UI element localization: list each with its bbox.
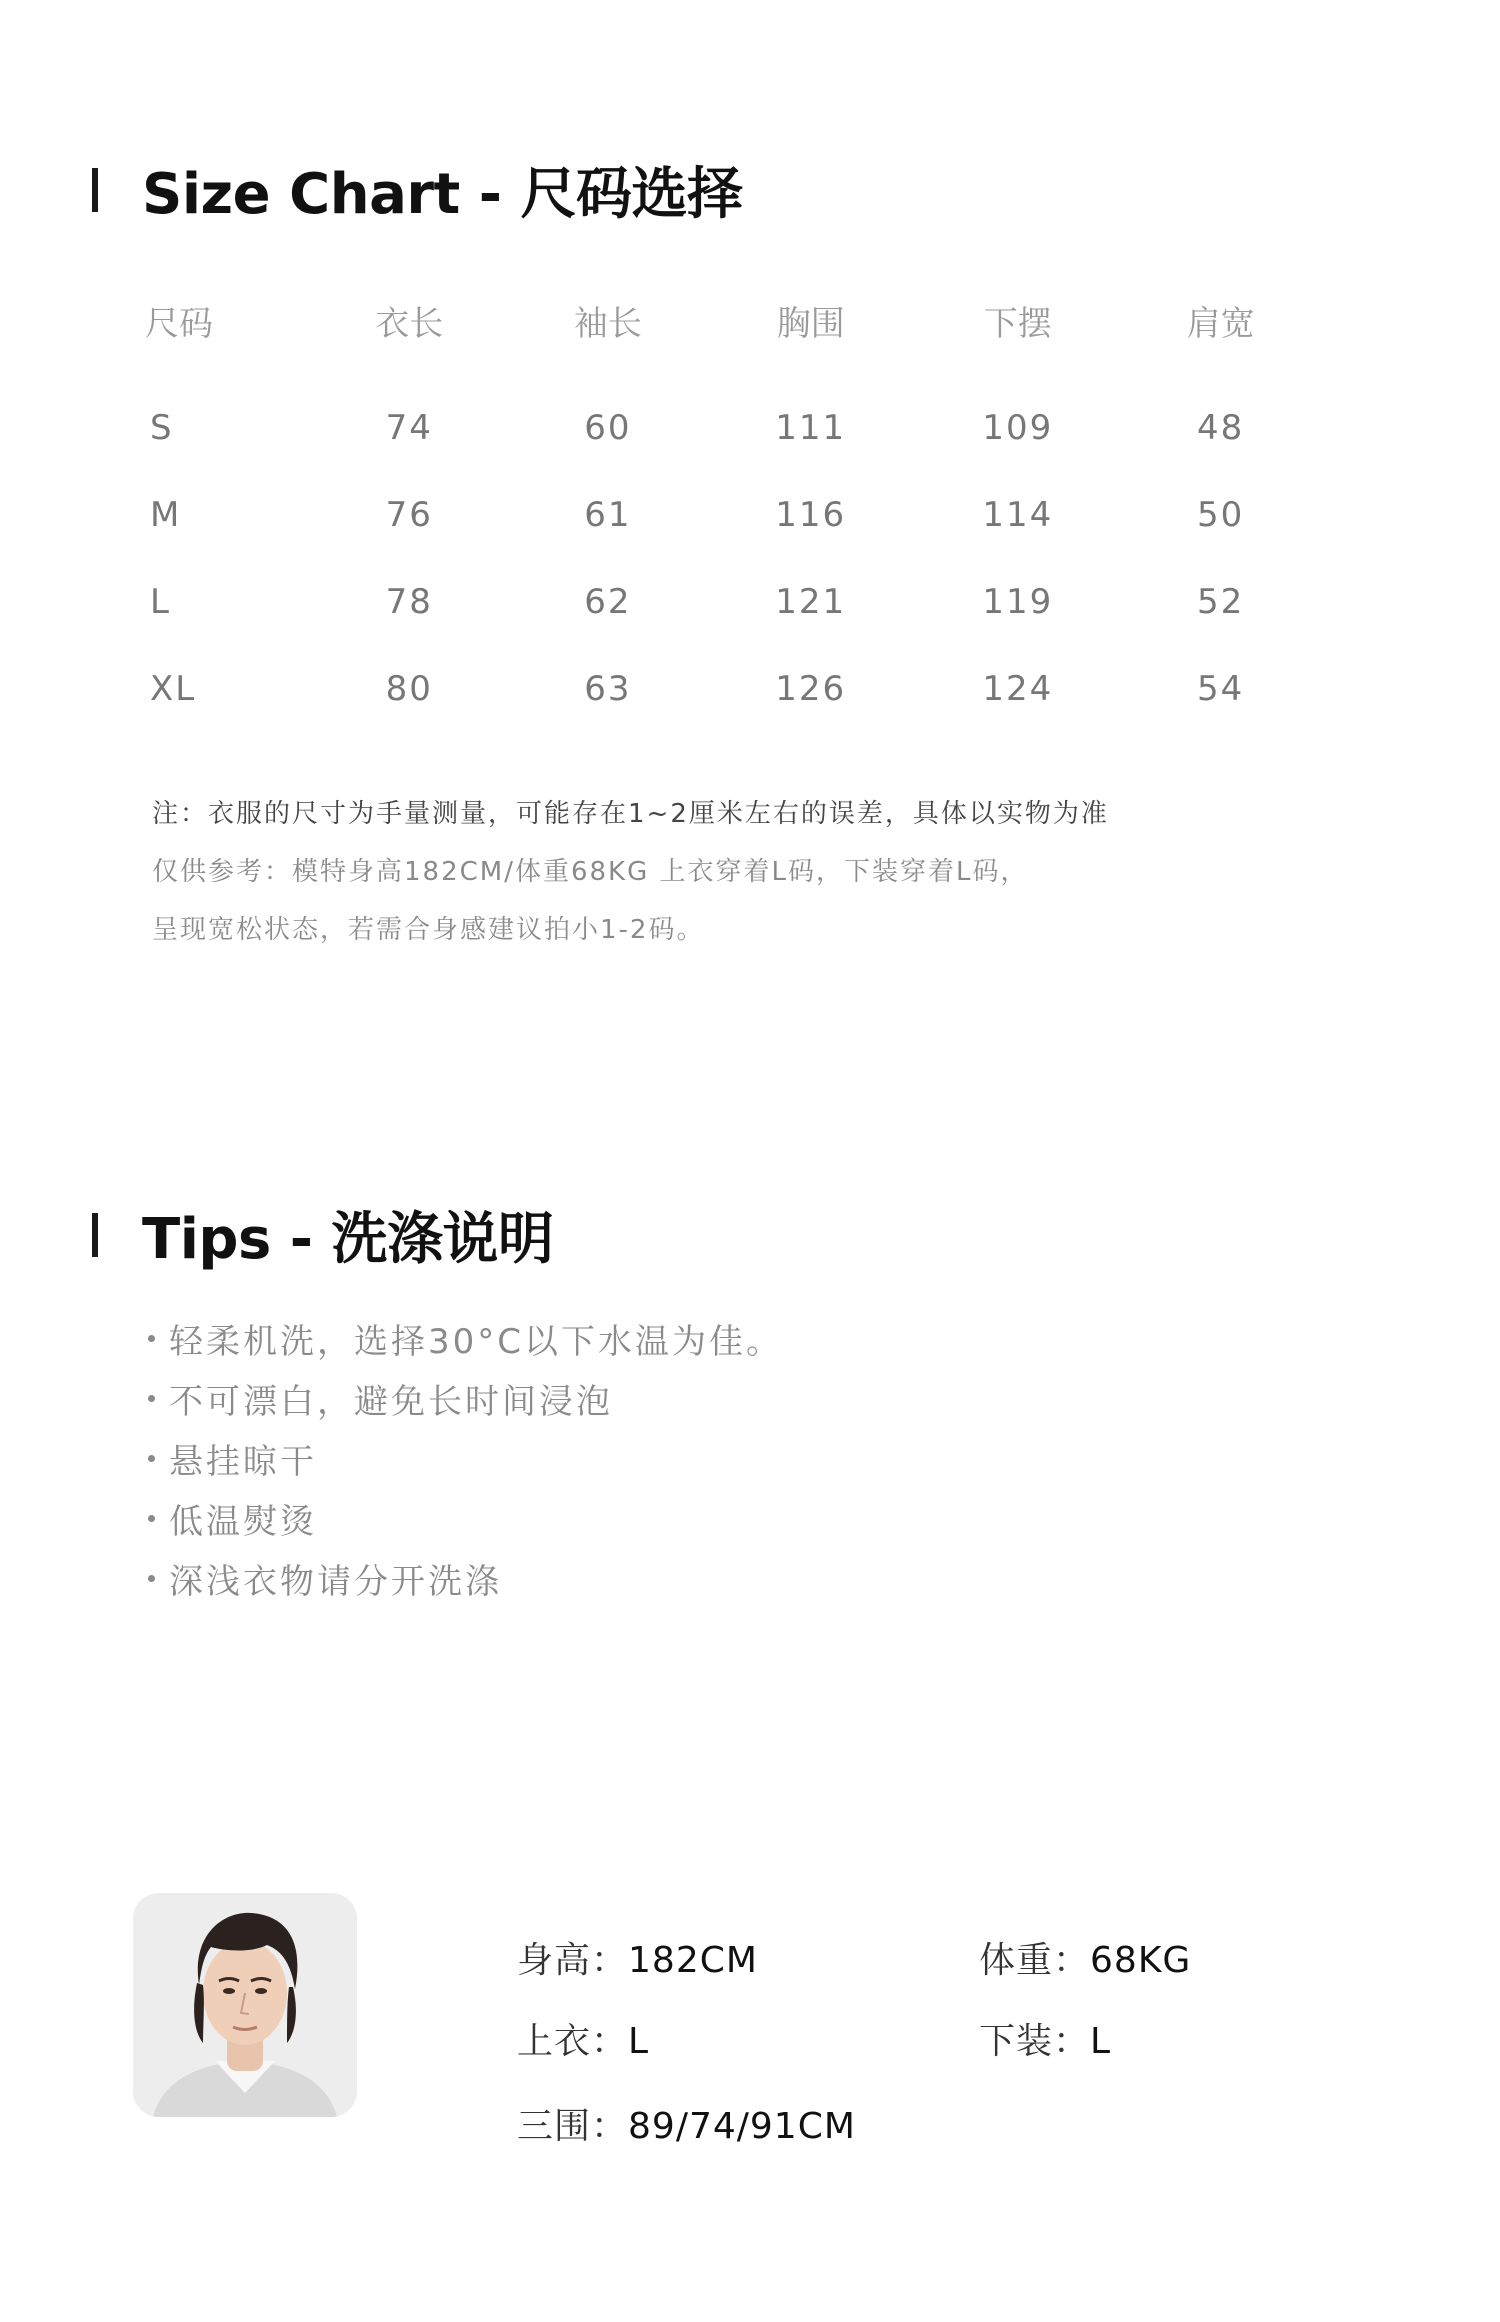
tip-text: 深浅衣物请分开洗涤 bbox=[169, 1561, 502, 1602]
table-row bbox=[100, 471, 1320, 558]
table-cell: 76 bbox=[385, 494, 433, 535]
table-cell: 78 bbox=[385, 581, 433, 622]
tip-text: 悬挂晾干 bbox=[169, 1441, 317, 1482]
bottom-label: 下装： bbox=[979, 2021, 1091, 2062]
list-item bbox=[148, 1308, 783, 1368]
model-photo bbox=[133, 1893, 357, 2117]
tips-title-text: Tips - 洗涤说明 bbox=[142, 1207, 554, 1272]
table-cell: L bbox=[150, 581, 171, 622]
table-cell: 60 bbox=[584, 407, 632, 448]
model-reference-note: 仅供参考：模特身高182CM/体重68KG 上衣穿着L码，下装穿着L码， bbox=[152, 857, 1029, 887]
tip-text: 低温熨烫 bbox=[169, 1501, 317, 1542]
top-value: L bbox=[628, 2021, 650, 2062]
header-size: 尺码 bbox=[145, 303, 213, 344]
header-hem: 下摆 bbox=[983, 303, 1052, 344]
size-notes bbox=[152, 785, 1352, 959]
height-value: 182CM bbox=[628, 1940, 758, 1981]
size-table bbox=[100, 280, 1320, 732]
table-cell: 80 bbox=[385, 668, 433, 709]
measurement-note: 注：衣服的尺寸为手量测量，可能存在1~2厘米左右的误差，具体以实物为准 bbox=[152, 799, 1109, 829]
table-row bbox=[100, 645, 1320, 732]
measurements-value: 89/74/91CM bbox=[628, 2106, 856, 2147]
bullet-icon bbox=[148, 1515, 155, 1522]
model-measurements bbox=[517, 2098, 856, 2149]
table-cell: XL bbox=[150, 668, 197, 709]
table-row bbox=[100, 384, 1320, 471]
size-chart-title bbox=[92, 150, 742, 230]
bullet-icon bbox=[148, 1395, 155, 1402]
table-cell: S bbox=[150, 407, 174, 448]
table-cell: 61 bbox=[584, 494, 632, 535]
model-height bbox=[517, 1932, 758, 1983]
table-cell: 48 bbox=[1197, 407, 1245, 448]
list-item bbox=[148, 1548, 783, 1608]
table-cell: 63 bbox=[584, 668, 632, 709]
model-bottom-size bbox=[979, 2013, 1111, 2064]
table-cell: 74 bbox=[385, 407, 433, 448]
table-cell: 111 bbox=[775, 407, 847, 448]
tip-text: 不可漂白，避免长时间浸泡 bbox=[169, 1381, 613, 1422]
table-cell: 62 bbox=[584, 581, 632, 622]
table-cell: 121 bbox=[775, 581, 847, 622]
measurements-label: 三围： bbox=[517, 2106, 629, 2147]
top-label: 上衣： bbox=[517, 2021, 629, 2062]
table-cell: 50 bbox=[1197, 494, 1245, 535]
bottom-value: L bbox=[1090, 2021, 1112, 2062]
table-cell: 126 bbox=[775, 668, 847, 709]
size-chart-title-text: Size Chart - 尺码选择 bbox=[142, 162, 743, 227]
table-cell: 116 bbox=[775, 494, 847, 535]
size-table-header-row bbox=[100, 280, 1320, 384]
header-length: 衣长 bbox=[375, 303, 444, 344]
model-portrait-image bbox=[133, 1893, 357, 2117]
model-weight bbox=[979, 1932, 1191, 1983]
header-chest: 胸围 bbox=[776, 303, 845, 344]
table-cell: 119 bbox=[982, 581, 1054, 622]
header-shoulder: 肩宽 bbox=[1186, 303, 1255, 344]
weight-value: 68KG bbox=[1090, 1940, 1192, 1981]
care-tips-list bbox=[148, 1308, 783, 1608]
table-cell: 54 bbox=[1197, 668, 1245, 709]
fit-suggestion-note: 呈现宽松状态，若需合身感建议拍小1-2码。 bbox=[152, 915, 705, 945]
model-top-size bbox=[517, 2013, 649, 2064]
table-cell: 52 bbox=[1197, 581, 1245, 622]
title-accent-bar bbox=[92, 168, 98, 212]
height-label: 身高： bbox=[517, 1940, 629, 1981]
table-cell: 124 bbox=[982, 668, 1054, 709]
tips-title bbox=[92, 1195, 554, 1275]
table-cell: M bbox=[150, 494, 182, 535]
list-item bbox=[148, 1488, 783, 1548]
table-row bbox=[100, 558, 1320, 645]
table-cell: 114 bbox=[982, 494, 1054, 535]
table-cell: 109 bbox=[982, 407, 1054, 448]
title-accent-bar bbox=[92, 1213, 98, 1257]
list-item bbox=[148, 1428, 783, 1488]
bullet-icon bbox=[148, 1455, 155, 1462]
list-item bbox=[148, 1368, 783, 1428]
header-sleeve: 袖长 bbox=[573, 303, 642, 344]
bullet-icon bbox=[148, 1575, 155, 1582]
bullet-icon bbox=[148, 1335, 155, 1342]
weight-label: 体重： bbox=[979, 1940, 1091, 1981]
tip-text: 轻柔机洗，选择30°C以下水温为佳。 bbox=[169, 1321, 784, 1362]
